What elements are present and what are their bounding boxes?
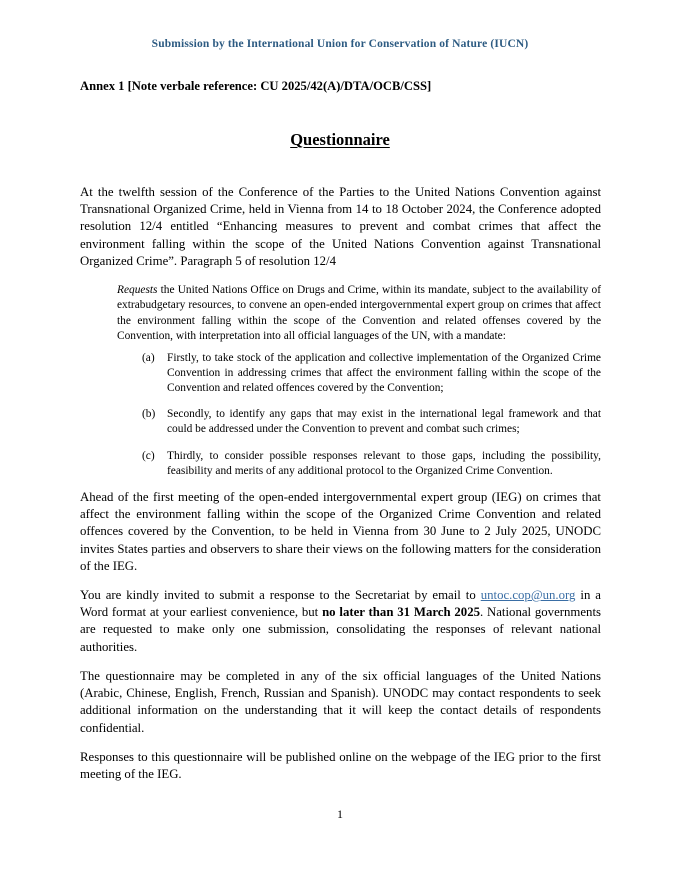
list-item bbox=[142, 351, 601, 397]
requests-body-text: the United Nations Office on Drugs and Crime, within its mandate, subject to the availability of extrabudgetary resources, to convene an open-ended intergovernmental expert group on crimes that affect the environment falling within the scope of the Convention and related offenses covered by the Convention, with interpretation into all official languages of the UN, with a mandate: bbox=[117, 284, 601, 343]
annex-reference-line: Annex 1 [Note verbale reference: CU 2025/42(A)/DTA/OCB/CSS] bbox=[80, 79, 432, 93]
document-header: Submission by the International Union for Conservation of Nature (IUCN) bbox=[151, 38, 529, 50]
list-item-text: Secondly, to identify any gaps that may exist in the international legal framework and that could be addressed under the Convention to prevent and combat such crimes; bbox=[167, 408, 601, 436]
list-item bbox=[142, 449, 601, 479]
list-item-marker: (a) bbox=[142, 351, 155, 364]
paragraph-languages: The questionnaire may be completed in any of the six official languages of the United Nations (Arabic, Chinese, English, French, Russian and Spanish). UNODC may contact respondents to seek additional information on the understanding that it will keep the contact details of respondents confidential. bbox=[80, 668, 601, 735]
list-item-text: Thirdly, to consider possible responses relevant to those gaps, including the possibility, feasibility and merits of any additional protocol to the Organized Crime Convention. bbox=[167, 449, 601, 477]
paragraph-ahead-of-meeting: Ahead of the first meeting of the open-ended intergovernmental expert group (IEG) on crimes that affect the environment falling within the scope of the Organized Crime Convention and related offences covered by the Convention, to be held in Vienna from 30 June to 2 July 2025, UNODC invites States parties and observers to share their views on the following matters for the consideration of the IEG. bbox=[80, 490, 601, 573]
page-title bbox=[80, 130, 600, 150]
invitation-text-part-3: . National governments are requested to make only one submission, consolidating the responses of relevant national authorities. bbox=[80, 605, 601, 654]
invitation-text-part-1: You are kindly invited to submit a response to the Secretariat by email to bbox=[80, 588, 481, 603]
page-title-text: Questionnaire bbox=[290, 130, 390, 149]
requests-lead-word: Requests bbox=[117, 284, 158, 297]
list-item-text: Firstly, to take stock of the application and collective implementation of the Organized Crime Convention in addressing crimes that affect the environment falling within the scope of the Convention and related offences covered by the Convention; bbox=[167, 351, 601, 395]
list-item-marker: (c) bbox=[142, 449, 155, 462]
list-item bbox=[142, 407, 601, 437]
mandate-list bbox=[80, 351, 601, 479]
invitation-text-part-2: in a Word format at your earliest convenience, but bbox=[80, 588, 601, 620]
page-number: 1 bbox=[337, 807, 343, 821]
paragraph-publication: Responses to this questionnaire will be published online on the webpage of the IEG prior to the first meeting of the IEG. bbox=[80, 749, 601, 781]
document-body bbox=[80, 184, 601, 795]
email-link[interactable]: untoc.cop@un.org bbox=[480, 588, 576, 603]
paragraph-intro: At the twelfth session of the Conference of the Parties to the United Nations Convention against Transnational Organized Crime, held in Vienna from 14 to 18 October 2024, the Conference adopted resolution 12/4 entitled “Enhancing measures to prevent and combat crimes that affect the environment falling within the scope of the United Nations Convention against Transnational Organized Crime”. Paragraph 5 of resolution 12/4 bbox=[80, 185, 601, 268]
paragraph-invitation bbox=[80, 587, 601, 656]
requests-quote-block bbox=[117, 283, 601, 345]
submission-deadline: no later than 31 March 2025 bbox=[322, 605, 480, 620]
list-item-marker: (b) bbox=[142, 408, 156, 421]
